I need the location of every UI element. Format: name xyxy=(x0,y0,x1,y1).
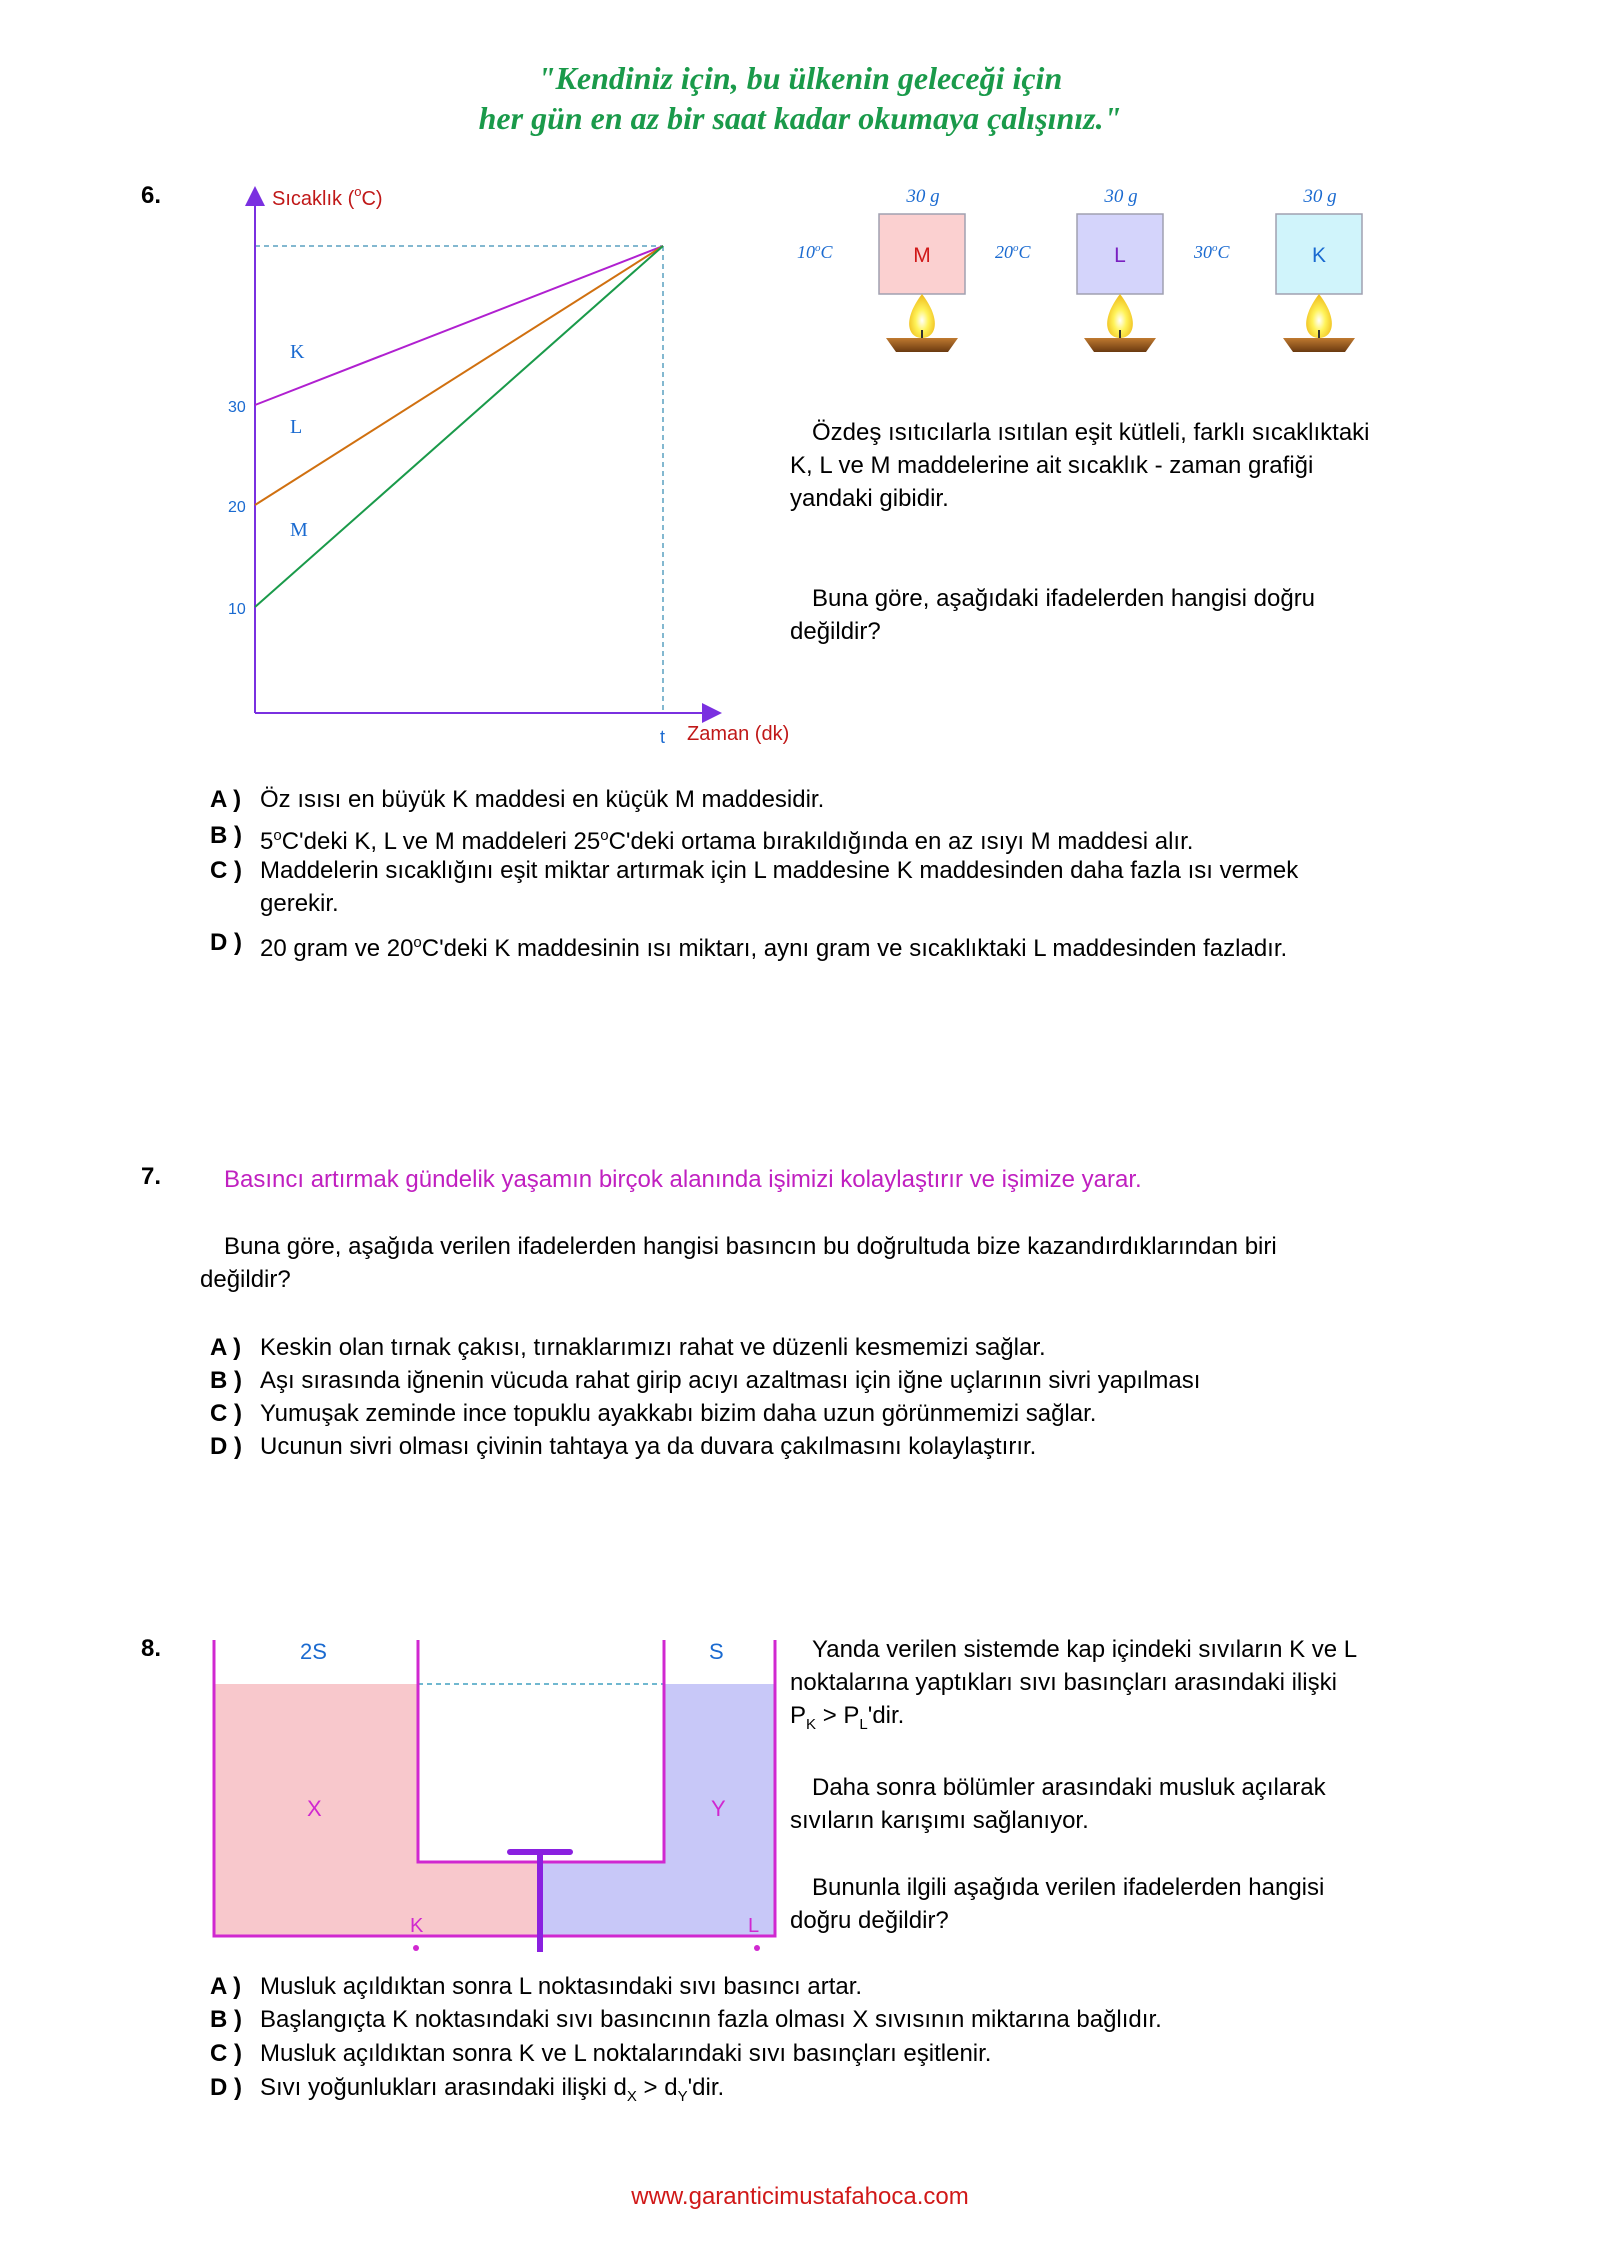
box-mass-label: 30 g xyxy=(1303,186,1337,207)
q8-question: Bununla ilgili aşağıda verilen ifadelerden hangisi doğru değildir? xyxy=(790,1874,1325,1934)
heated-box-M xyxy=(797,186,965,352)
box-temperature-label: 10$^o$C xyxy=(797,242,833,262)
question-6-number: 6. xyxy=(141,182,162,209)
y-tick-20: 20 xyxy=(228,499,246,516)
candle-dish-icon xyxy=(886,338,958,352)
heated-box-L xyxy=(995,186,1163,352)
liquid-X-label: X xyxy=(307,1796,322,1821)
box-label: L xyxy=(1114,244,1126,267)
area-S-label: S xyxy=(709,1639,724,1664)
line-M xyxy=(255,246,663,607)
question-7-number: 7. xyxy=(141,1163,162,1190)
q6-question: Buna göre, aşağıdaki ifadelerden hangisi doğru değildir? xyxy=(790,585,1316,645)
box-mass-label: 30 g xyxy=(1104,186,1138,207)
liquid-Y-label: Y xyxy=(711,1796,726,1821)
q6-option-d[interactable]: D ) 20 gram ve 20$^o$C'deki K maddesinin ısı miktarı, aynı gram ve sıcaklıktaki L maddesinden fazladır. xyxy=(210,929,1288,962)
box-label: M xyxy=(913,244,931,267)
area-2S-label: 2S xyxy=(300,1639,327,1664)
q8-paragraph-1: Yanda verilen sistemde kap içindeki sıvıların K ve L noktalarına yaptıkları sıvı basınçları arasındaki ilişki $P_K > P_L'dir$. xyxy=(790,1636,1358,1733)
line-L xyxy=(255,246,663,505)
connected-vessels-diagram xyxy=(200,1630,780,1960)
y-tick-10: 10 xyxy=(228,601,246,618)
quote-line-2: her gün en az bir saat kadar okumaya çalışınız." xyxy=(478,100,1122,136)
quote-line-1: "Kendiniz için, bu ülkenin geleceği için xyxy=(537,60,1063,96)
y-axis-label: Sıcaklık ($^o$C) xyxy=(272,184,383,210)
label-L: L xyxy=(290,416,303,438)
q6-option-a[interactable]: A ) Öz ısısı en büyük K maddesi en küçük M maddesidir. xyxy=(210,786,825,813)
x-tick-t: t xyxy=(660,727,666,747)
box-label: K xyxy=(1311,244,1327,267)
line-K xyxy=(255,246,663,405)
x-axis-label: Zaman (dk) xyxy=(687,723,790,745)
q6-description: Özdeş ısıtıcılarla ısıtılan eşit kütleli, farklı sıcaklıktaki K, L ve M maddelerine ait sıcaklık - zaman grafiği yandaki gibidir. xyxy=(790,419,1370,512)
heated-substances-figure xyxy=(780,180,1340,360)
q7-option-a[interactable]: A ) Keskin olan tırnak çakısı, tırnaklarımızı rahat ve düzenli kesmemizi sağlar. xyxy=(210,1334,1046,1361)
box-temperature-label: 30$^o$C xyxy=(1194,242,1230,262)
y-tick-30: 30 xyxy=(228,399,246,416)
candle-dish-icon xyxy=(1084,338,1156,352)
box-temperature-label: 20$^o$C xyxy=(995,242,1031,262)
footer-website-link[interactable]: www.garanticimustafahoca.com xyxy=(631,2183,969,2210)
question-8-number: 8. xyxy=(141,1635,162,1662)
q6-option-b[interactable]: B ) 5$^o$C'deki K, L ve M maddeleri 25$^o$C'deki ortama bırakıldığında en az ısıyı M maddesi alır. xyxy=(210,822,1194,855)
point-L-marker xyxy=(754,1945,760,1951)
q8-option-c[interactable]: C ) Musluk açıldıktan sonra K ve L noktalarındaki sıvı basınçları eşitlenir. xyxy=(210,2040,992,2067)
q8-paragraph-2: Daha sonra bölümler arasındaki musluk açılarak sıvıların karışımı sağlanıyor. xyxy=(790,1774,1326,1834)
q7-option-b[interactable]: B ) Aşı sırasında iğnenin vücuda rahat girip acıyı azaltması için iğne uçlarının sivri yapılması xyxy=(210,1367,1201,1394)
q7-statement: Basıncı artırmak gündelik yaşamın birçok alanında işimizi kolaylaştırır ve işimize yarar. xyxy=(224,1166,1142,1193)
heated-box-K xyxy=(1193,186,1362,352)
q7-question: Buna göre, aşağıda verilen ifadelerden hangisi basıncın bu doğrultuda bize kazandırdıklarından biri değildir? xyxy=(200,1233,1277,1293)
label-M: M xyxy=(290,519,308,541)
point-K-label: K xyxy=(410,1915,424,1937)
q8-option-b[interactable]: B ) Başlangıçta K noktasındaki sıvı basıncının fazla olması X sıvısının miktarına bağlıdır. xyxy=(210,2006,1162,2033)
q8-option-d[interactable]: D ) Sıvı yoğunlukları arasındaki ilişki $d_X > d_Y'dir$. xyxy=(210,2074,725,2105)
label-K: K xyxy=(290,341,305,363)
temperature-time-graph xyxy=(220,180,820,747)
q7-option-c[interactable]: C ) Yumuşak zeminde ince topuklu ayakkabı bizim daha uzun görünmemizi sağlar. xyxy=(210,1400,1097,1427)
point-L-label: L xyxy=(748,1915,760,1937)
q8-option-a[interactable]: A ) Musluk açıldıktan sonra L noktasındaki sıvı basıncı artar. xyxy=(210,1973,863,2000)
candle-dish-icon xyxy=(1283,338,1355,352)
q7-option-d[interactable]: D ) Ucunun sivri olması çivinin tahtaya ya da duvara çakılmasını kolaylaştırır. xyxy=(210,1433,1037,1460)
q6-option-c[interactable]: C ) Maddelerin sıcaklığını eşit miktar artırmak için L maddesine K maddesinden daha fazla ısı vermek gerekir. xyxy=(210,857,1299,917)
point-K-marker xyxy=(413,1945,419,1951)
box-mass-label: 30 g xyxy=(906,186,940,207)
